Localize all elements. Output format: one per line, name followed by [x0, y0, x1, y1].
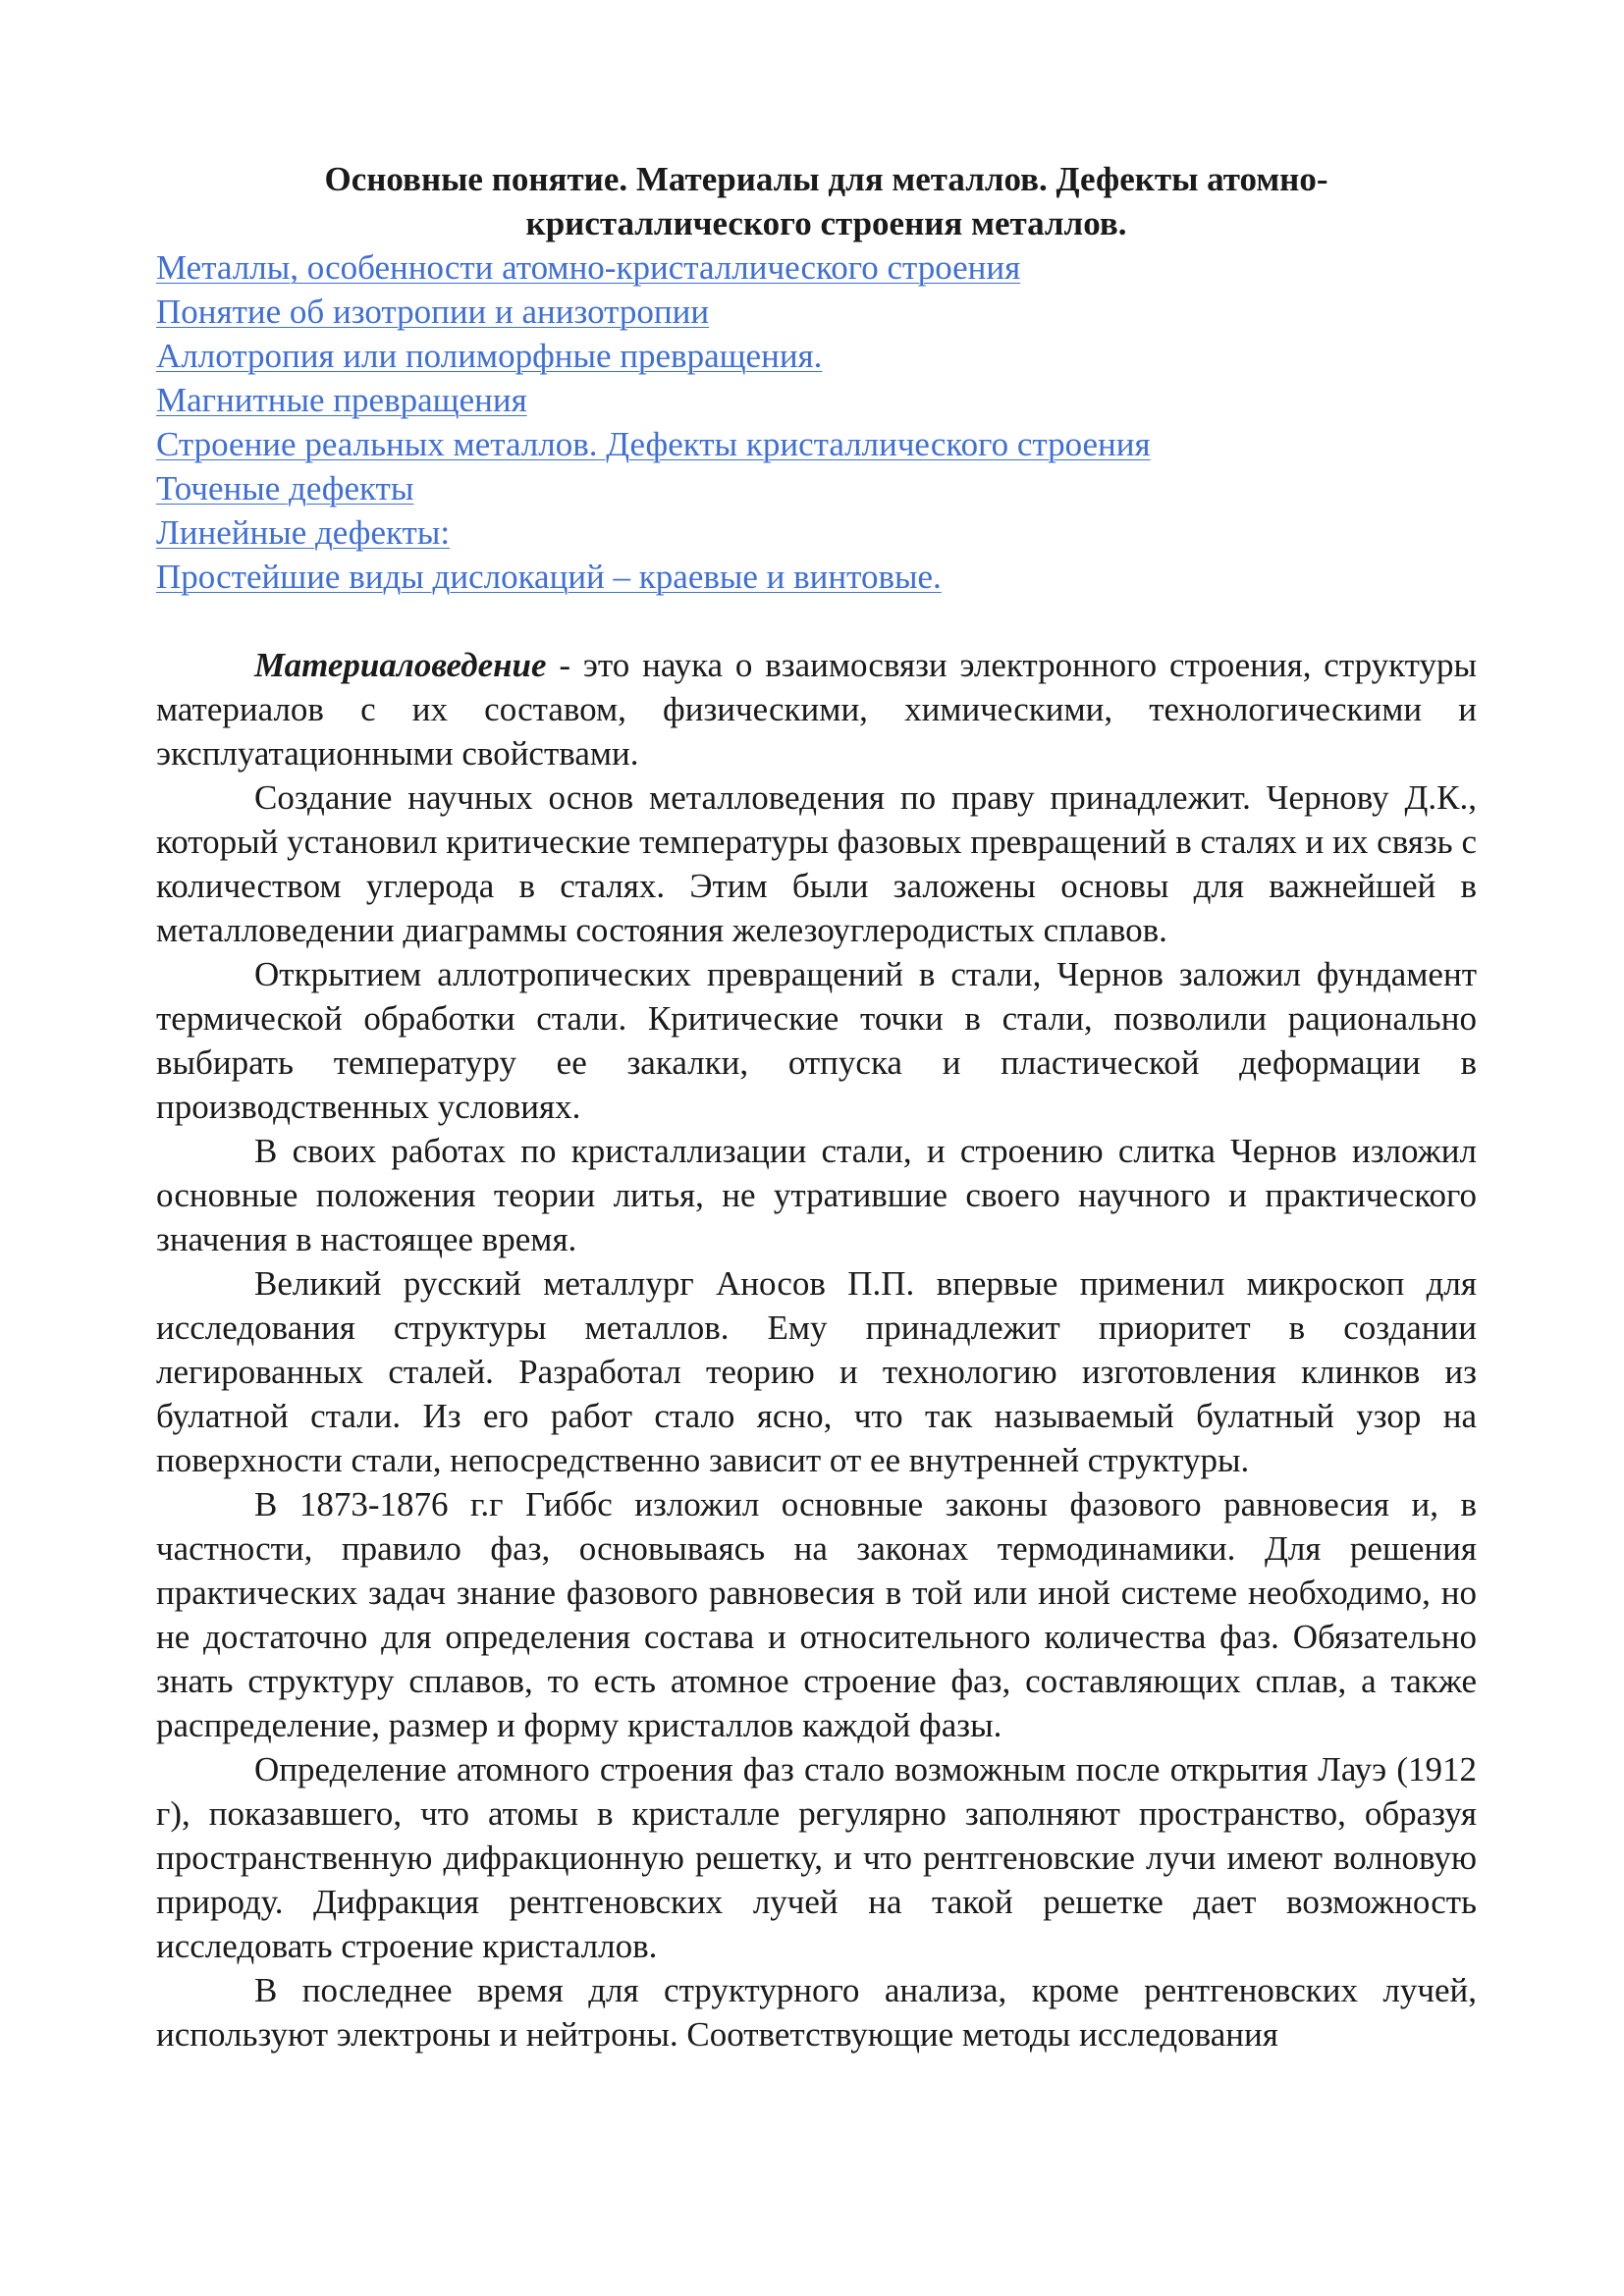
toc-link-magnetic[interactable]: Магнитные превращения — [156, 381, 527, 419]
toc-item — [156, 245, 1477, 290]
toc-item — [156, 290, 1477, 334]
table-of-contents — [156, 245, 1477, 599]
document-page — [156, 157, 1477, 2056]
toc-link-real-metals[interactable]: Строение реальных металлов. Дефекты кристаллического строения — [156, 425, 1151, 463]
defined-term: Материаловедение — [254, 646, 547, 684]
toc-item — [156, 510, 1477, 555]
toc-item — [156, 555, 1477, 599]
intro-text: - это наука о взаимосвязи электронного строения, структуры материалов с их составом, физическими, химическими, технологическими и эксплуатационными свойствами. — [156, 646, 1477, 773]
body-paragraph: В своих работах по кристаллизации стали, и строению слитка Чернов изложил основные положения теории литья, не утратившие своего научного и практического значения в настоящее время. — [156, 1132, 1477, 1258]
toc-item — [156, 422, 1477, 466]
toc-item — [156, 466, 1477, 510]
body-paragraph: Создание научных основ металловедения по праву принадлежит. Чернову Д.К., который установил критические температуры фазовых превращений в сталях и их связь с количеством углерода в сталях. Этим были заложены основы для важнейшей в металловедении диаграммы состояния железоуглеродистых сплавов. — [156, 778, 1477, 949]
body-paragraph: Определение атомного строения фаз стало возможным после открытия Лауэ (1912 г), показавшего, что атомы в кристалле регулярно заполняют пространство, образуя пространственную дифракционную решетку, и что рентгеновские лучи имеют волновую природу. Дифракция рентгеновских лучей на такой решетке дает возможность исследовать строение кристаллов. — [156, 1750, 1477, 1965]
body-paragraph-last: В последнее время для структурного анализа, кроме рентгеновских лучей, используют электроны и нейтроны. Соответствующие методы исследования — [156, 1971, 1477, 2054]
intro-paragraph — [156, 643, 1477, 775]
spacer — [156, 599, 1477, 643]
toc-link-point-defects[interactable]: Точеные дефекты — [156, 469, 414, 507]
body-paragraph: В 1873-1876 г.г Гиббс изложил основные законы фазового равновесия и, в частности, правило фаз, основываясь на законах термодинамики. Для решения практических задач знание фазового равновесия в той или иной системе необходимо, но не достаточно для определения состава и относительного количества фаз. Обязательно знать структуру сплавов, то есть атомное строение фаз, составляющих сплав, а также распределение, размер и форму кристаллов каждой фазы. — [156, 1485, 1477, 1744]
toc-link-dislocations[interactable]: Простейшие виды дислокаций – краевые и винтовые. — [156, 558, 942, 596]
toc-link-allotropy[interactable]: Аллотропия или полиморфные превращения. — [156, 337, 823, 375]
toc-item — [156, 334, 1477, 378]
toc-link-isotropy[interactable]: Понятие об изотропии и анизотропии — [156, 293, 710, 331]
body-paragraph: Открытием аллотропических превращений в стали, Чернов заложил фундамент термической обработки стали. Критические точки в стали, позволили рационально выбирать температуру ее закалки, отпуска и пластической деформации в производственных условиях. — [156, 955, 1477, 1126]
toc-link-linear-defects[interactable]: Линейные дефекты: — [156, 513, 451, 552]
body-paragraph: Великий русский металлург Аносов П.П. впервые применил микроскоп для исследования структуры металлов. Ему принадлежит приоритет в создании легированных сталей. Разработал теорию и технологию изготовления клинков из булатной стали. Из его работ стало ясно, что так называемый булатный узор на поверхности стали, непосредственно зависит от ее внутренней структуры. — [156, 1264, 1477, 1479]
document-title: Основные понятие. Материалы для металлов. Дефекты атомно-кристаллического строения металлов. — [324, 160, 1328, 242]
toc-item — [156, 378, 1477, 422]
toc-link-metals-structure[interactable]: Металлы, особенности атомно-кристаллического строения — [156, 248, 1021, 287]
